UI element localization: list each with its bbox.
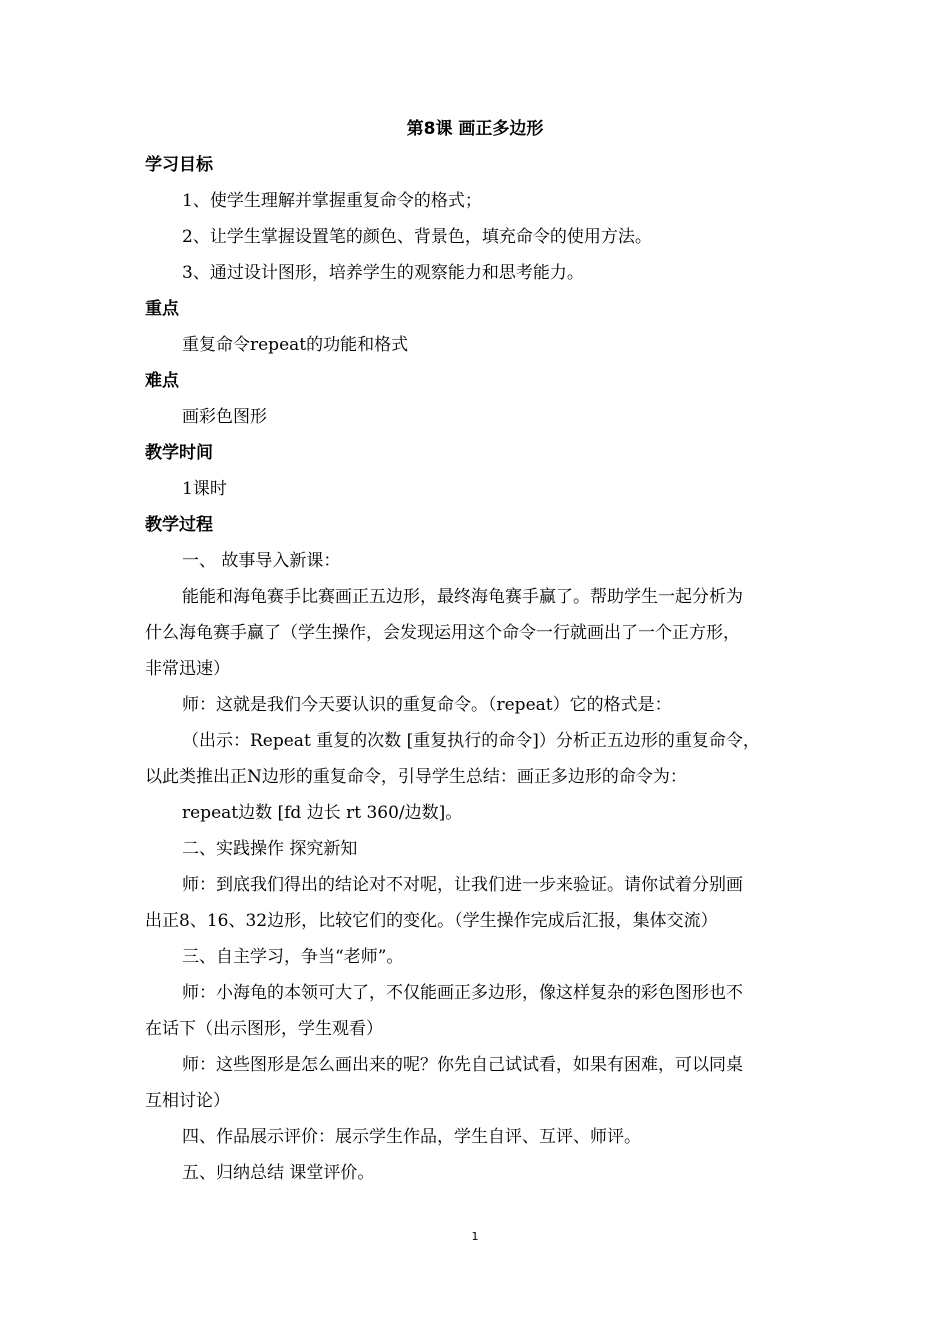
- process-line: 在话下（出示图形，学生观看）: [145, 1019, 383, 1039]
- process-line: 二、实践操作 探究新知: [182, 839, 358, 859]
- process-line: （出示：Repeat 重复的次数 [重复执行的命令]）分析正五边形的重复命令，: [182, 731, 760, 751]
- process-line: 非常迅速）: [145, 659, 230, 679]
- heading-time: 教学时间: [145, 443, 213, 463]
- process-line: 一、 故事导入新课：: [182, 551, 341, 571]
- page-title: 第8课 画正多边形: [406, 119, 544, 139]
- heading-process: 教学过程: [145, 515, 213, 535]
- process-line: 师：这就是我们今天要认识的重复命令。（repeat）它的格式是：: [182, 695, 672, 715]
- process-line: 五、归纳总结 课堂评价。: [182, 1163, 375, 1183]
- heading-key-point: 重点: [145, 299, 179, 319]
- process-line: 互相讨论）: [145, 1091, 230, 1111]
- time-text: 1课时: [182, 479, 227, 499]
- process-line: 四、作品展示评价：展示学生作品，学生自评、互评、师评。: [182, 1127, 641, 1147]
- objective-item: 3、通过设计图形，培养学生的观察能力和思考能力。: [182, 263, 584, 283]
- process-line: 什么海龟赛手赢了（学生操作，会发现运用这个命令一行就画出了一个正方形，: [145, 623, 740, 643]
- process-line: 师：到底我们得出的结论对不对呢，让我们进一步来验证。请你试着分别画: [182, 875, 743, 895]
- heading-objectives: 学习目标: [145, 155, 213, 175]
- process-line: 师：小海龟的本领可大了，不仅能画正多边形，像这样复杂的彩色图形也不: [182, 983, 743, 1003]
- objective-item: 1、使学生理解并掌握重复命令的格式；: [182, 191, 482, 211]
- process-line: 出正8、16、32边形，比较它们的变化。（学生操作完成后汇报，集体交流）: [145, 911, 718, 931]
- process-line: repeat边数 [fd 边长 rt 360/边数]。: [182, 803, 463, 823]
- process-line: 以此类推出正N边形的重复命令，引导学生总结：画正多边形的命令为：: [145, 767, 687, 787]
- process-line: 三、自主学习，争当“老师”。: [182, 947, 404, 967]
- page-number: 1: [471, 1230, 479, 1243]
- heading-difficulty: 难点: [145, 371, 179, 391]
- objective-item: 2、让学生掌握设置笔的颜色、背景色，填充命令的使用方法。: [182, 227, 652, 247]
- process-line: 师：这些图形是怎么画出来的呢？你先自己试试看，如果有困难，可以同桌: [182, 1055, 743, 1075]
- process-line: 能能和海龟赛手比赛画正五边形，最终海龟赛手赢了。帮助学生一起分析为: [182, 587, 743, 607]
- key-point-text: 重复命令repeat的功能和格式: [182, 335, 409, 355]
- difficulty-text: 画彩色图形: [182, 407, 267, 427]
